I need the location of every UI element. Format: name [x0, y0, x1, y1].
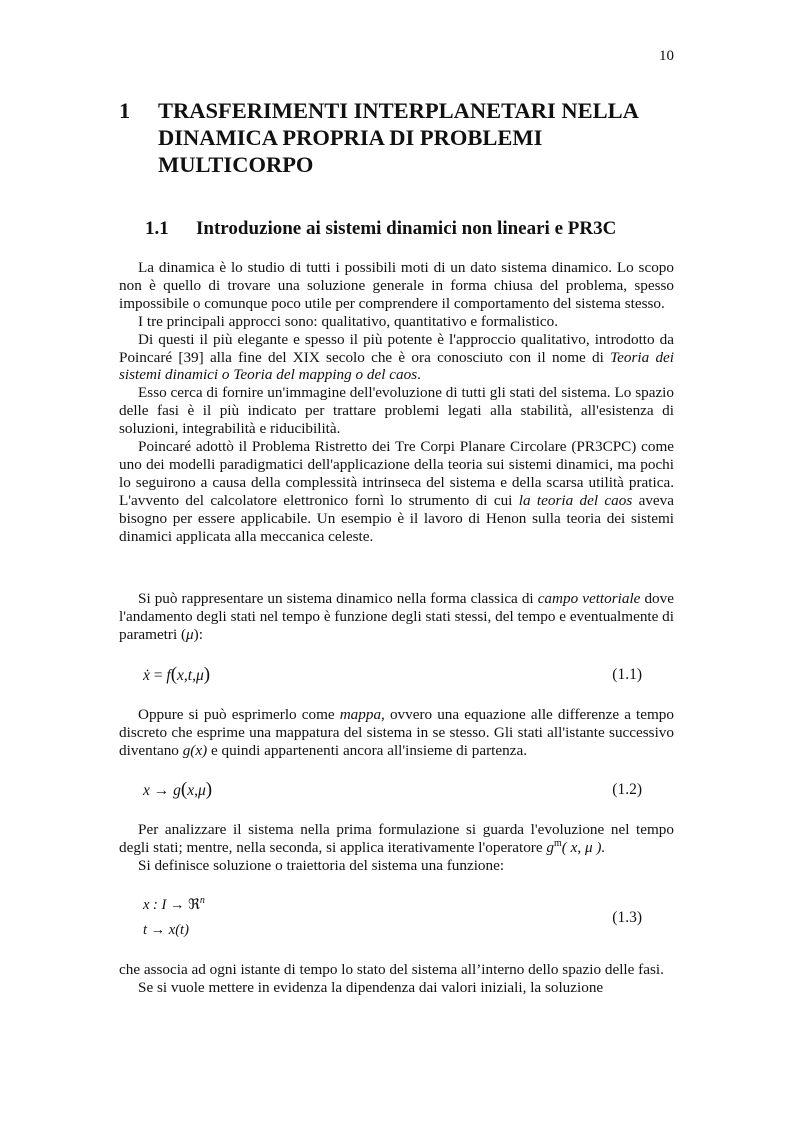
equation-1-2-number: (1.2): [612, 781, 642, 798]
paragraph-7-gx: g(x): [182, 741, 208, 759]
chapter-number: 1: [119, 98, 131, 123]
paragraph-6-end: ):: [193, 625, 203, 643]
equation-1-3: [143, 897, 642, 947]
paragraph-3-end: .: [417, 366, 421, 384]
paragraph-7-text: Oppure si può esprimerlo come: [138, 706, 340, 723]
paragraph-5-text: Poincaré adottò il Problema Ristretto dei Tre Corpi Planare Circolare (PR3CPC) come uno dei modelli paradigmatici dell'applicazione della teoria sui sistemi dinamici, ma pochi lo seguirono a causa della complessità intrinseca del sistema e della scarsa utilità pratica. L'avvento del calcolatore elettronico fornì lo strumento di cui: [119, 438, 674, 509]
equation-1-3-line-1: x : I → ℜ$^n$: [143, 895, 205, 913]
equation-1-1: [143, 665, 642, 685]
paragraph-6-text: Si può rappresentare un sistema dinamico nella forma classica di: [138, 590, 538, 607]
paragraph-3-text: Di questi il più elegante e spesso il più potente è l'approccio qualitativo, introdotto da Poincaré [39] alla fine del XIX secolo che è ora conosciuto con il nome di: [119, 330, 674, 366]
paragraph-1: La dinamica è lo studio di tutti i possibili moti di un dato sistema dinamico. Lo scopo non è quello di trovare una soluzione generale in forma chiusa del problema, spesso impossibile o comunque poco utile per comprendere il comportamento del sistema stesso.: [119, 259, 674, 312]
paragraph-5-end: aveva bisogno per essere applicabile. Un esempio è il lavoro di Henon sulla teoria dei sistemi dinamici applicata alla meccanica celeste.: [119, 491, 675, 545]
intro-text-block: [119, 259, 674, 546]
equation-1-1-expression: ẋ = f(x,t,μ): [143, 664, 211, 685]
vector-field-text-block: [119, 590, 674, 644]
paragraph-6-middle: dove l'andamento degli stati nel tempo è funzione degli stati stessi, del tempo e eventualmente di parametri (: [119, 590, 674, 643]
paragraph-9: Si definisce soluzione o traiettoria del sistema una funzione:: [138, 856, 505, 874]
equation-1-2: [143, 780, 642, 800]
paragraph-6: [119, 590, 674, 644]
paragraph-5: [119, 438, 674, 545]
paragraph-5-emphasis: la teoria del caos: [518, 491, 633, 509]
paragraph-7: [119, 706, 674, 760]
chapter-heading: [119, 97, 679, 178]
paragraph-7-end: e quindi appartenenti ancora all'insieme di partenza.: [207, 741, 527, 759]
equation-1-3-line-2: t → x(t): [143, 922, 189, 938]
paragraph-8-text: Per analizzare il sistema nella prima formulazione si guarda l'evoluzione nel tempo degli stati; mentre, nella seconda, si applica iterativamente l'operatore: [119, 821, 674, 856]
paragraph-8-operator: g: [546, 838, 554, 856]
paragraph-8: [119, 821, 674, 857]
page-number: 10: [659, 48, 674, 64]
section-title: Introduzione ai sistemi dinamici non lineari e PR3C: [196, 218, 617, 239]
section-heading: [145, 217, 685, 241]
map-text-block: [119, 706, 674, 760]
paragraph-8-operator-args: ( x, μ ).: [561, 838, 606, 856]
solution-text-block: [119, 961, 674, 997]
section-number: 1.1: [145, 218, 169, 239]
paragraph-6-mu-symbol: μ: [186, 625, 194, 643]
paragraph-8-superscript: m: [554, 837, 562, 849]
analysis-text-block: [119, 821, 674, 875]
paragraph-4: Esso cerca di fornire un'immagine dell'evoluzione di tutti gli stati del sistema. Lo spazio delle fasi è il più indicato per trattare problemi legati alla stabilità, all'esistenza di soluzioni, integrabilità e riducibilità.: [119, 384, 674, 438]
paragraph-3: [119, 331, 674, 385]
equation-1-3-number: (1.3): [612, 909, 642, 926]
equation-1-1-number: (1.1): [612, 666, 642, 683]
paragraph-7-emphasis: mappa,: [339, 706, 385, 723]
paragraph-7-middle: ovvero una equazione alle differenze a tempo discreto che esprime una mappatura del sistema in se stesso. Gli stati all'istante successivo diventano: [119, 706, 674, 759]
chapter-title: TRASFERIMENTI INTERPLANETARI NELLA DINAMICA PROPRIA DI PROBLEMI MULTICORPO: [158, 98, 638, 177]
paragraph-10: che associa ad ogni istante di tempo lo stato del sistema all’interno dello spazio delle fasi.: [119, 961, 664, 978]
paragraph-2: I tre principali approcci sono: qualitativo, quantitativo e formalistico.: [138, 312, 559, 330]
paragraph-3-emphasis: Teoria dei sistemi dinamici o Teoria del mapping o del caos: [119, 348, 674, 384]
equation-1-2-expression: x → g(x,μ): [143, 779, 213, 800]
paragraph-6-emphasis: campo vettoriale: [537, 590, 641, 607]
paragraph-11: Se si vuole mettere in evidenza la dipendenza dai valori iniziali, la soluzione: [138, 978, 604, 996]
